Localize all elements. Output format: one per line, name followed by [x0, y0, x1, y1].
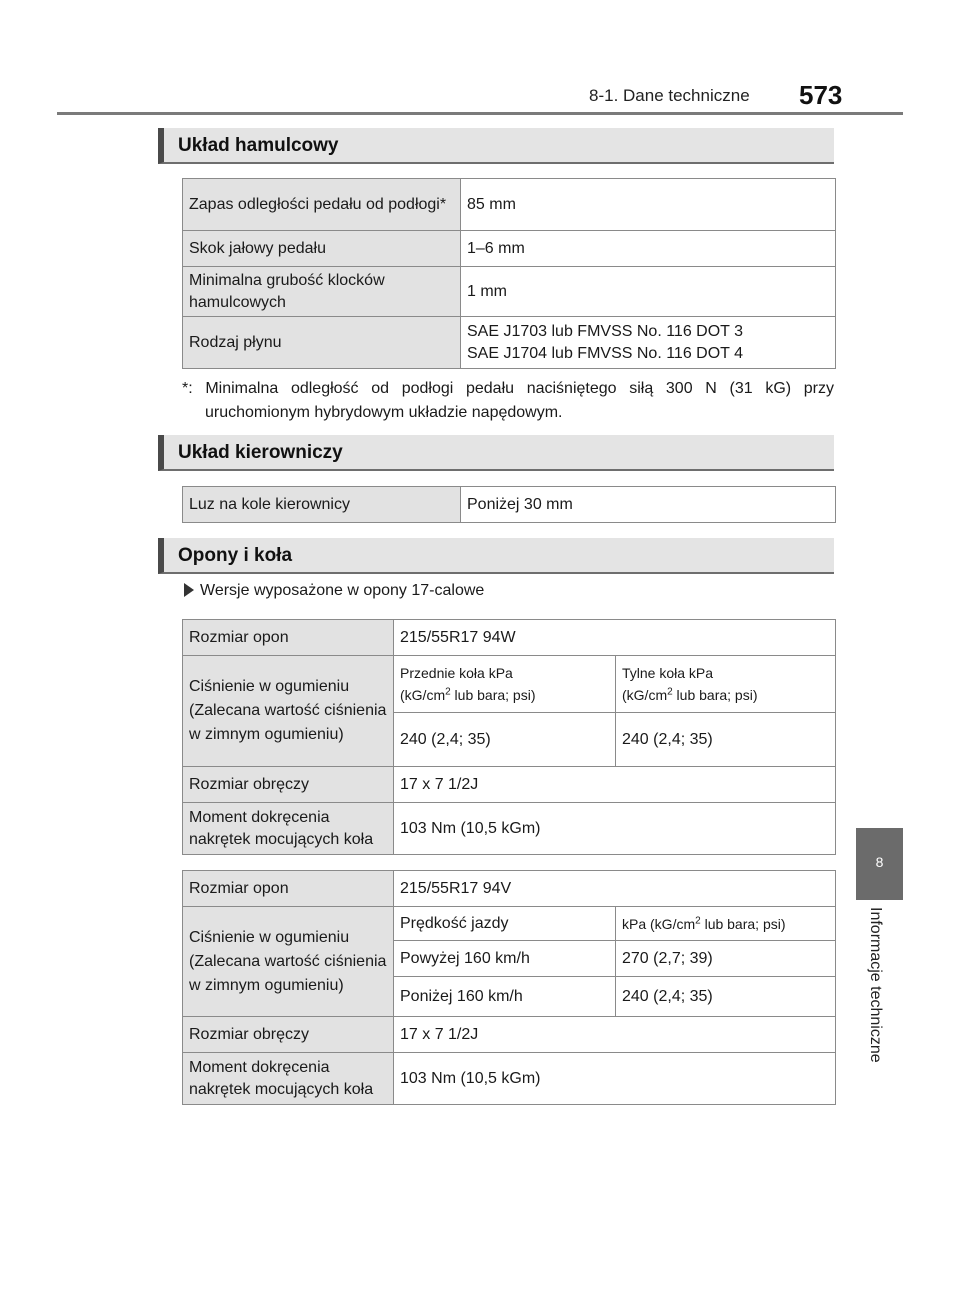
steering-section-title: Układ kierowniczy [178, 442, 343, 463]
table-row [183, 656, 836, 713]
page-number: 573 [799, 80, 843, 110]
unit-header-sup: 2 [695, 914, 701, 926]
table-row [183, 317, 836, 369]
tires-section-title: Opony i koła [178, 545, 293, 566]
table-cell-value: 1–6 mm [461, 231, 836, 267]
table-cell-value: 215/55R17 94V [394, 871, 836, 907]
brakes-section-header [158, 128, 834, 164]
table-row [183, 1053, 836, 1105]
chapter-tab [856, 828, 903, 900]
table-cell-speed: Powyżej 160 km/h [394, 941, 616, 977]
table-cell-label: Rozmiar opon [183, 620, 394, 656]
tires-table-v [182, 870, 836, 1105]
steering-section-header [158, 435, 834, 471]
chapter-number: 8 [875, 854, 884, 870]
front-header-unit: (kG/cm [400, 687, 446, 703]
brakes-footnote: *: Minimalna odległość od podłogi pedału naciśniętego siłą 300 N (31 kG) przy uruchomionym hybrydowym układzie napędowym. [182, 380, 834, 421]
header-rule [57, 112, 903, 115]
table-cell-value: 240 (2,4; 35) [394, 713, 616, 767]
table-cell-label: Moment dokręcenia nakrętek mocujących koła [183, 1053, 394, 1105]
unit-header-pre: kPa (kG/cm [622, 915, 696, 932]
speed-header: Prędkość jazdy [394, 907, 616, 941]
rear-header-unit-rest: lub bara; psi) [672, 687, 758, 703]
table-cell-label: Zapas odległości pedału od podłogi* [183, 179, 461, 231]
table-cell-value: 103 Nm (10,5 kGm) [394, 1053, 836, 1105]
table-cell-label: Rozmiar obręczy [183, 767, 394, 803]
table-row [183, 487, 836, 523]
table-cell-label: Rozmiar obręczy [183, 1017, 394, 1053]
table-row [183, 767, 836, 803]
table-cell-label: Rozmiar opon [183, 871, 394, 907]
table-cell-speed: Poniżej 160 km/h [394, 977, 616, 1017]
table-cell-label: Skok jałowy pedału [183, 231, 461, 267]
table-cell-label: Minimalna grubość klocków hamulcowych [183, 267, 461, 317]
tires-variant-text: Wersje wyposażone w opony 17-calowe [200, 582, 485, 599]
front-header-sup: 2 [445, 686, 451, 698]
tires-variant-bullet [184, 582, 484, 600]
front-header-line-2 [400, 684, 609, 706]
pressure-unit-header [616, 907, 836, 941]
table-cell-value: 270 (2,7; 39) [616, 941, 836, 977]
table-row [183, 231, 836, 267]
rear-header-sup: 2 [667, 686, 673, 698]
tires-section-header [158, 538, 834, 574]
front-header-unit-rest: lub bara; psi) [450, 687, 536, 703]
table-cell-label: Moment dokręcenia nakrętek mocujących koła [183, 803, 394, 855]
table-cell-label: Ciśnienie w ogumieniu (Zalecana wartość ciśnienia w zimnym ogumieniu) [183, 656, 394, 767]
brakes-section-title: Układ hamulcowy [178, 135, 339, 156]
front-header-line-1: Przednie koła kPa [400, 665, 513, 681]
table-cell-value: 17 x 7 1/2J [394, 1017, 836, 1053]
table-row [183, 803, 836, 855]
table-row [183, 1017, 836, 1053]
rear-header-line-1: Tylne koła kPa [622, 665, 714, 681]
table-cell-label: Ciśnienie w ogumieniu (Zalecana wartość ciśnienia w zimnym ogumieniu) [183, 907, 394, 1017]
table-row [183, 907, 836, 941]
rear-header-unit: (kG/cm [622, 687, 668, 703]
rear-pressure-header [616, 656, 836, 713]
unit-header-post: lub bara; psi) [700, 915, 786, 932]
front-pressure-header [394, 656, 616, 713]
table-cell-value: 240 (2,4; 35) [616, 713, 836, 767]
table-row [183, 620, 836, 656]
triangle-bullet-icon [184, 583, 194, 597]
table-row [183, 267, 836, 317]
table-cell-value: 215/55R17 94W [394, 620, 836, 656]
steering-table [182, 486, 836, 523]
table-cell-value: 1 mm [461, 267, 836, 317]
table-cell-value: Poniżej 30 mm [461, 487, 836, 523]
chapter-title: Informacje techniczne [867, 907, 884, 1063]
tires-table-w [182, 619, 836, 855]
section-header: 8-1. Dane techniczne [589, 86, 750, 105]
table-cell-value [461, 317, 836, 369]
table-cell-value: 17 x 7 1/2J [394, 767, 836, 803]
table-cell-value: 103 Nm (10,5 kGm) [394, 803, 836, 855]
fluid-type-line-1: SAE J1703 lub FMVSS No. 116 DOT 3 [467, 322, 743, 340]
rear-header-line-2 [622, 684, 829, 706]
table-cell-label: Luz na kole kierownicy [183, 487, 461, 523]
table-cell-label: Rodzaj płynu [183, 317, 461, 369]
table-cell-value: 240 (2,4; 35) [616, 977, 836, 1017]
brakes-table [182, 178, 836, 369]
table-cell-value: 85 mm [461, 179, 836, 231]
table-row [183, 179, 836, 231]
table-row [183, 871, 836, 907]
fluid-type-line-2: SAE J1704 lub FMVSS No. 116 DOT 4 [467, 344, 743, 362]
